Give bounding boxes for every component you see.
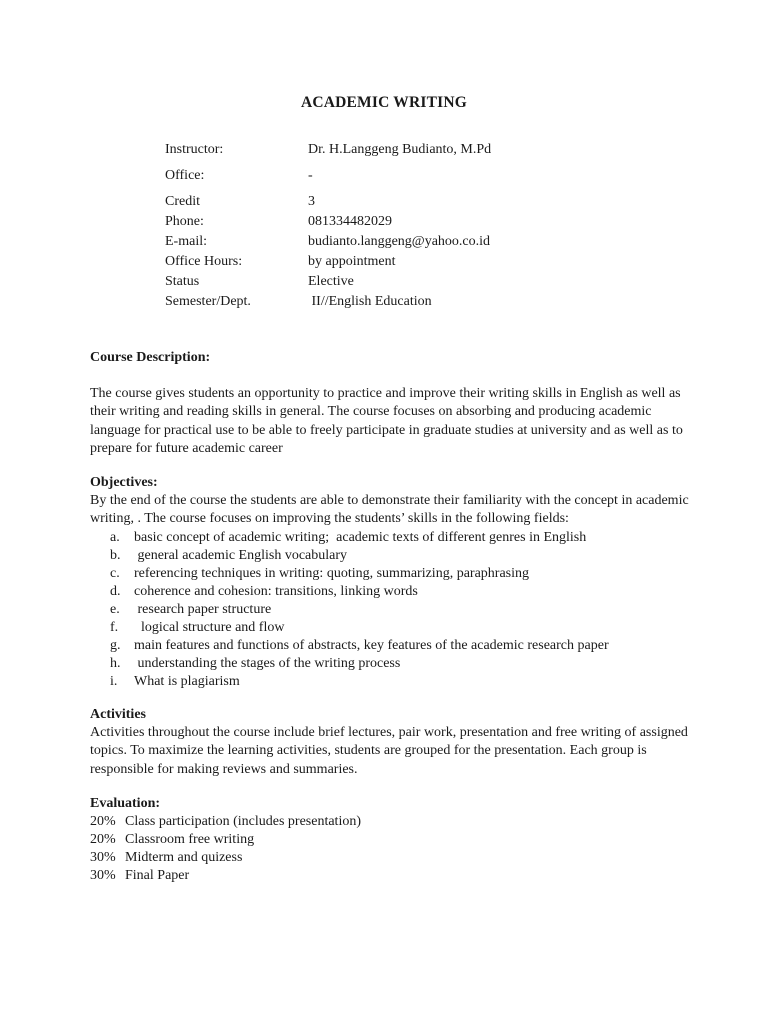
list-item	[110, 655, 690, 673]
evaluation-item	[90, 867, 690, 885]
objectives-section	[90, 474, 690, 691]
info-label: Office Hours:	[165, 254, 243, 269]
info-value: Dr. H.Langgeng Budianto, M.Pd	[308, 142, 492, 157]
info-label: Office:	[165, 168, 205, 183]
list-marker: b.	[110, 547, 121, 563]
list-marker: e.	[110, 601, 120, 617]
list-marker: g.	[110, 637, 121, 653]
evaluation-item	[90, 813, 690, 831]
list-item-text: basic concept of academic writing; academic texts of different genres in English	[134, 529, 587, 545]
list-marker: d.	[110, 583, 121, 599]
list-item-text: general academic English vocabulary	[134, 547, 348, 563]
list-item-text: logical structure and flow	[134, 619, 285, 635]
list-marker: i.	[110, 673, 118, 689]
list-item-text: understanding the stages of the writing process	[134, 655, 401, 671]
course-description-section	[90, 349, 690, 458]
list-item	[110, 529, 690, 547]
list-marker: c.	[110, 565, 120, 581]
evaluation-heading: Evaluation:	[90, 796, 161, 811]
evaluation-section	[90, 795, 690, 885]
info-value: Elective	[308, 274, 354, 289]
info-value: II//English Education	[308, 294, 432, 309]
evaluation-text: Midterm and quizess	[125, 850, 243, 866]
course-description-heading: Course Description:	[90, 350, 211, 365]
evaluation-text: Final Paper	[125, 868, 190, 884]
list-item-text: coherence and cohesion: transitions, linking words	[134, 583, 418, 599]
list-item	[110, 673, 690, 691]
list-item	[110, 547, 690, 565]
info-value: -	[308, 168, 313, 183]
evaluation-text: Class participation (includes presentation)	[125, 814, 361, 830]
info-value: budianto.langgeng@yahoo.co.id	[308, 234, 491, 249]
evaluation-percent: 30%	[90, 868, 116, 884]
info-row-instructor	[165, 140, 585, 160]
list-marker: h.	[110, 655, 121, 671]
evaluation-percent: 30%	[90, 850, 116, 866]
evaluation-percent: 20%	[90, 832, 116, 848]
activities-text: Activities throughout the course include brief lectures, pair work, presentation and free writing of assigned topics. To maximize the learning activities, students are grouped for the presentation. Each group is responsible for making reviews and summaries.	[90, 725, 688, 777]
list-item-text: What is plagiarism	[134, 673, 240, 689]
info-label: Semester/Dept.	[165, 294, 251, 309]
list-item	[110, 565, 690, 583]
objectives-heading: Objectives:	[90, 475, 158, 490]
activities-section	[90, 706, 690, 779]
info-label: Instructor:	[165, 142, 224, 157]
info-row-office-hours	[165, 252, 585, 272]
evaluation-percent: 20%	[90, 814, 116, 830]
info-label: Phone:	[165, 214, 204, 229]
info-label: Credit	[165, 194, 200, 209]
list-item	[110, 601, 690, 619]
info-label: E-mail:	[165, 234, 207, 249]
objectives-list	[90, 529, 690, 691]
list-item-text: research paper structure	[134, 601, 272, 617]
objectives-intro: By the end of the course the students are able to demonstrate their familiarity with the concept in academic writing, . The course focuses on improving the students’ skills in the following fields:	[90, 493, 689, 527]
info-row-office	[165, 166, 585, 186]
info-row-credit	[165, 192, 585, 212]
info-row-email	[165, 232, 585, 252]
list-marker: a.	[110, 529, 120, 545]
info-row-phone	[165, 212, 585, 232]
activities-heading: Activities	[90, 707, 146, 722]
info-row-status	[165, 272, 585, 292]
list-item	[110, 637, 690, 655]
evaluation-item	[90, 849, 690, 867]
list-item-text: referencing techniques in writing: quoting, summarizing, paraphrasing	[134, 565, 530, 581]
course-description-text: The course gives students an opportunity to practice and improve their writing skills in English as well as their writing and reading skills in general. The course focuses on absorbing and producing academic language for practical use to be able to freely participate in graduate studies at university and as well as to prepare for future academic career	[90, 386, 683, 456]
list-item-text: main features and functions of abstracts, key features of the academic research paper	[134, 637, 609, 653]
list-item	[110, 583, 690, 601]
evaluation-item	[90, 831, 690, 849]
info-label: Status	[165, 274, 200, 289]
info-value: 081334482029	[308, 214, 392, 229]
course-info-block	[165, 140, 585, 312]
info-value: 3	[308, 194, 315, 209]
info-row-semester	[165, 292, 585, 312]
info-value: by appointment	[308, 254, 396, 269]
evaluation-text: Classroom free writing	[125, 832, 255, 848]
list-marker: f.	[110, 619, 119, 635]
document-title: ACADEMIC WRITING	[300, 94, 468, 111]
list-item	[110, 619, 690, 637]
